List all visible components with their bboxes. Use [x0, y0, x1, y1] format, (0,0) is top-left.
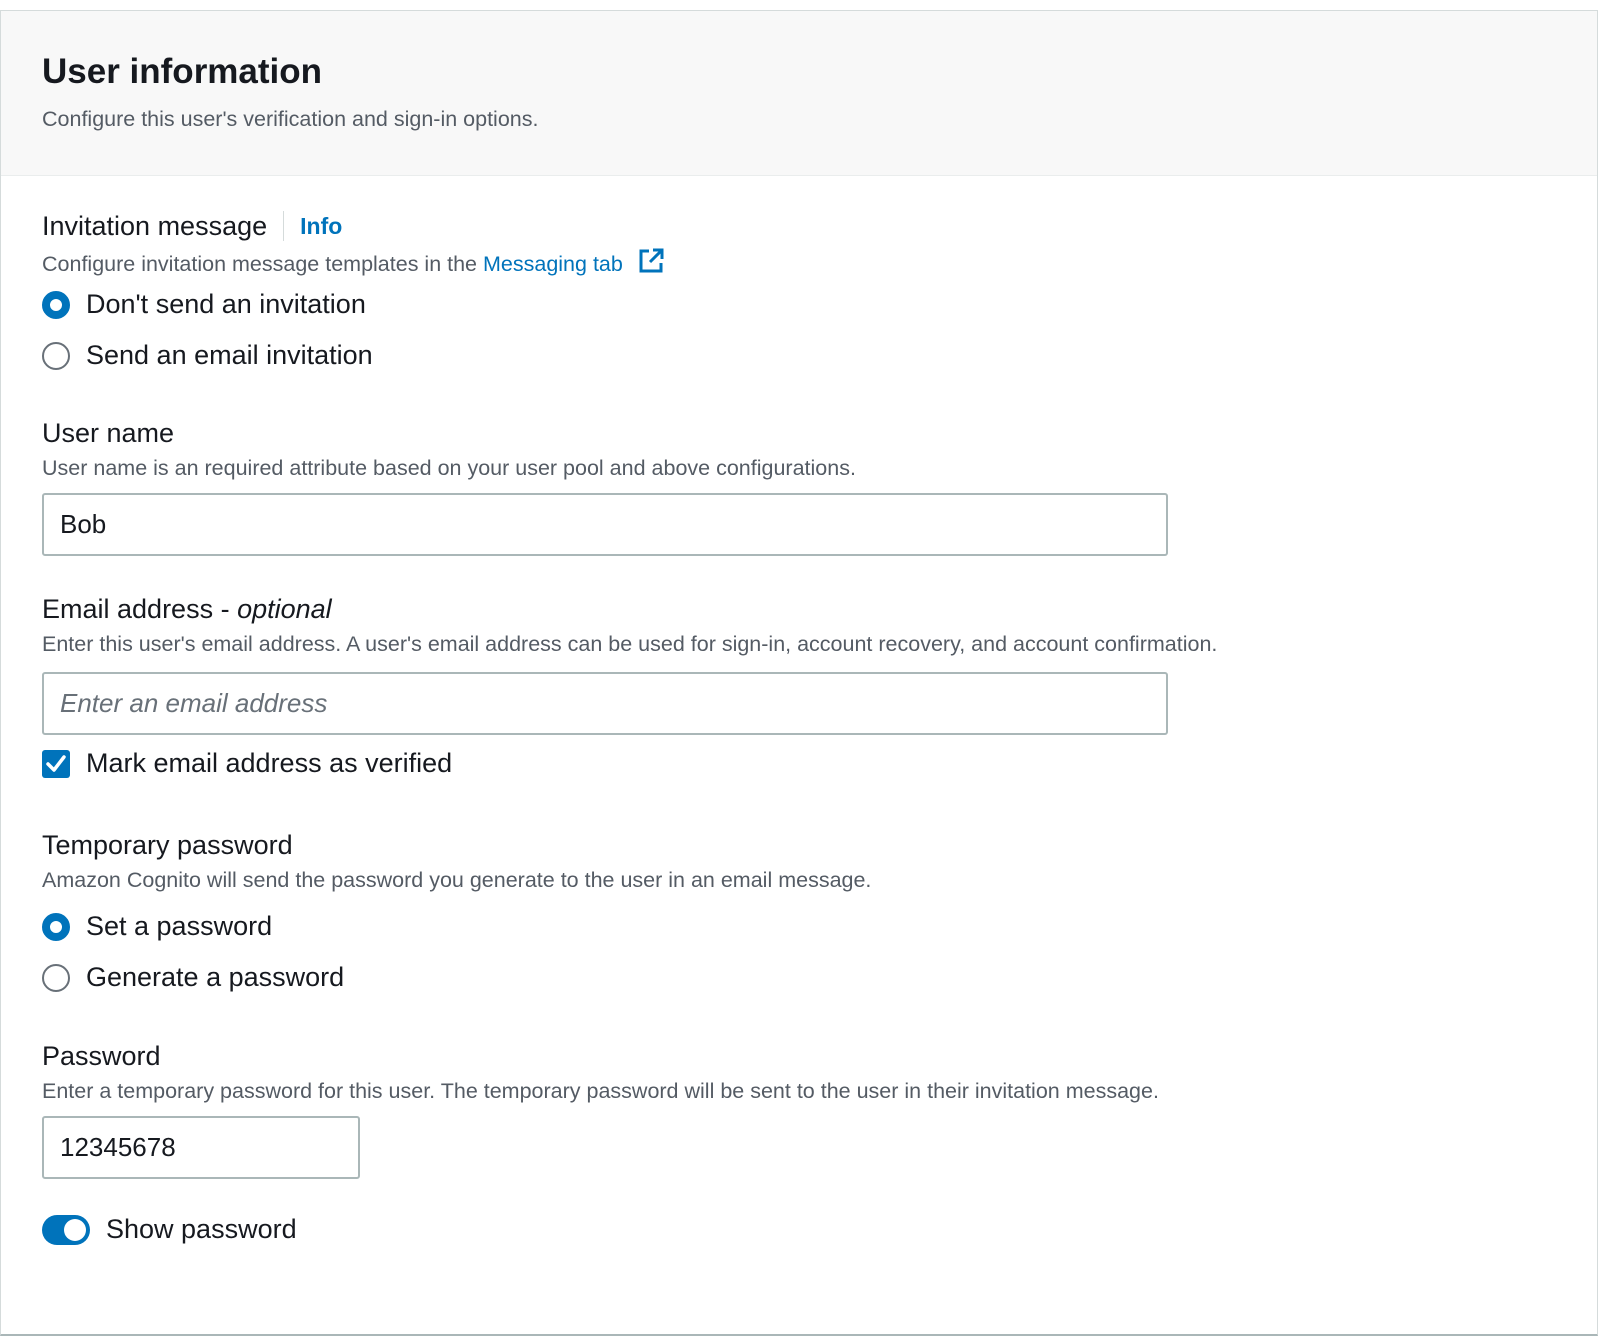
panel-description: Configure this user's verification and sign-in options.	[42, 107, 539, 131]
radio-label: Set a password	[86, 911, 273, 941]
checkmark-icon	[46, 755, 66, 773]
radio-button[interactable]	[42, 964, 70, 992]
radio-set-password[interactable]	[42, 911, 272, 942]
radio-button-selected[interactable]	[42, 291, 70, 319]
radio-dont-send-invitation[interactable]	[42, 289, 366, 320]
info-link[interactable]: Info	[300, 212, 343, 239]
mark-email-verified-checkbox-row[interactable]	[42, 748, 452, 779]
radio-button[interactable]	[42, 342, 70, 370]
show-password-label: Show password	[106, 1214, 297, 1244]
radio-label: Don't send an invitation	[86, 289, 366, 319]
username-field	[42, 416, 856, 482]
user-information-panel	[0, 10, 1598, 1336]
username-input[interactable]	[42, 493, 1168, 556]
temporary-password-label: Temporary password	[42, 830, 293, 860]
email-label-text: Email address -	[42, 594, 238, 624]
external-link-icon[interactable]	[637, 247, 665, 282]
invitation-message-label-text: Invitation message	[42, 210, 268, 241]
username-description: User name is an required attribute based on your user pool and above configurations.	[42, 456, 856, 480]
radio-send-email-invitation[interactable]	[42, 340, 373, 371]
radio-label: Send an email invitation	[86, 340, 373, 370]
radio-button-selected[interactable]	[42, 913, 70, 941]
temporary-password-field	[42, 828, 871, 894]
radio-label: Generate a password	[86, 962, 345, 992]
radio-generate-password[interactable]	[42, 962, 344, 993]
password-label: Password	[42, 1041, 161, 1071]
invitation-message-field	[42, 207, 665, 282]
show-password-toggle[interactable]	[42, 1215, 90, 1245]
show-password-toggle-row[interactable]	[42, 1214, 297, 1245]
email-label	[42, 592, 1217, 626]
email-optional-text: optional	[237, 594, 332, 624]
invitation-message-description	[42, 247, 665, 282]
checkbox-checked[interactable]	[42, 750, 70, 778]
username-label: User name	[42, 418, 175, 448]
temporary-password-description: Amazon Cognito will send the password you generate to the user in an email message.	[42, 868, 872, 892]
password-description: Enter a temporary password for this user. The temporary password will be sent to the user in their invitation message.	[42, 1079, 1159, 1103]
panel-header	[1, 11, 1597, 176]
messaging-tab-link[interactable]: Messaging tab	[483, 251, 623, 276]
info-divider	[283, 211, 284, 241]
email-description: Enter this user's email address. A user's email address can be used for sign-in, account recovery, and account confirmation.	[42, 632, 1218, 656]
toggle-knob	[64, 1219, 86, 1241]
panel-title: User information	[42, 52, 323, 91]
email-input[interactable]	[42, 672, 1168, 735]
email-field-group	[42, 592, 1217, 658]
checkbox-label: Mark email address as verified	[86, 748, 453, 778]
invitation-description-text: Configure invitation message templates in the	[42, 251, 483, 276]
password-field-group	[42, 1039, 1159, 1105]
invitation-message-label	[42, 207, 665, 243]
password-input[interactable]	[42, 1116, 360, 1179]
